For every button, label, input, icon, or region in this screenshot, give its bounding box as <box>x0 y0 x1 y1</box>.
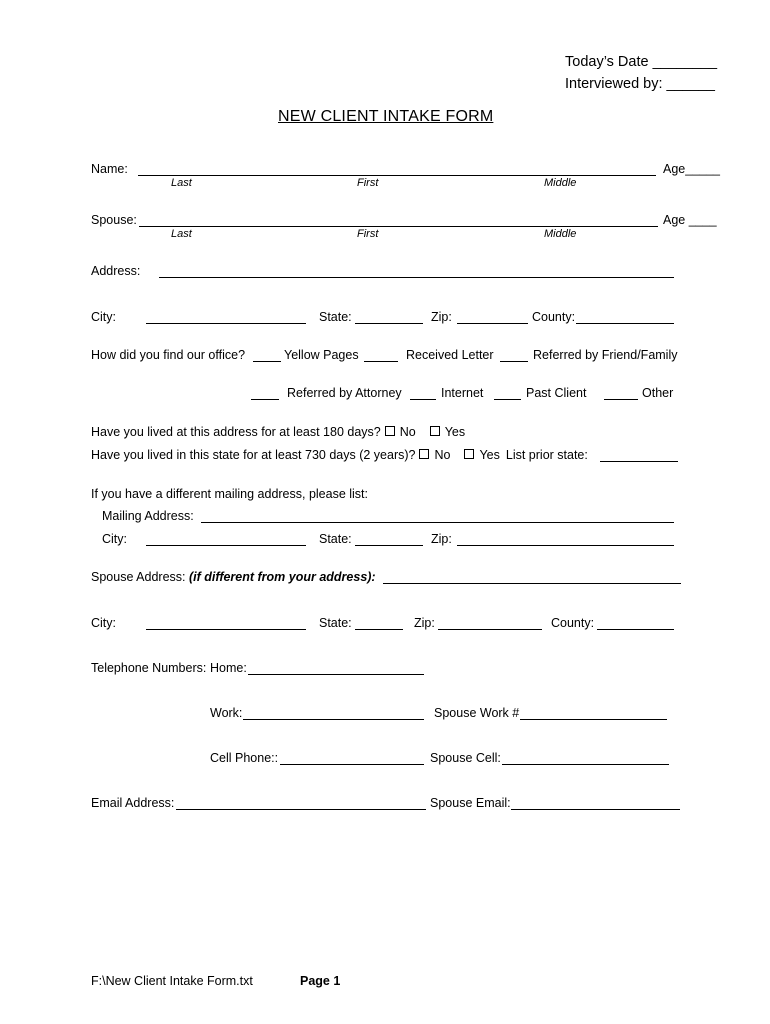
cell-phone-label: Cell Phone:: <box>210 751 279 765</box>
no-checkbox[interactable] <box>419 449 429 459</box>
state-field[interactable] <box>355 323 423 324</box>
mailing-zip-field[interactable] <box>457 545 674 546</box>
spouse-address-label <box>91 570 376 584</box>
find-office-question: How did you find our office? <box>91 348 246 362</box>
name-field[interactable] <box>138 175 656 176</box>
spouse-label: Spouse: <box>91 213 137 227</box>
spouse-cell-field[interactable] <box>502 764 669 765</box>
telephone-label: Telephone Numbers: <box>91 661 207 675</box>
spouse-work-label: Spouse Work # <box>434 706 520 720</box>
prior-state-label: List prior state: <box>505 448 588 462</box>
spouse-last-caption: Last <box>171 228 192 240</box>
spouse-email-label: Spouse Email: <box>430 796 511 810</box>
yes-label: Yes <box>444 425 466 439</box>
mailing-zip-label: Zip: <box>431 532 452 546</box>
page-number: Page 1 <box>300 974 341 988</box>
cell-phone-field[interactable] <box>280 764 424 765</box>
spouse-address-field[interactable] <box>383 583 681 584</box>
no-label: No <box>399 425 416 439</box>
spouse-city-field[interactable] <box>146 629 306 630</box>
email-label: Email Address: <box>91 796 175 810</box>
spouse-address-label-text: Spouse Address: <box>91 570 186 584</box>
spouse-first-caption: First <box>357 228 379 240</box>
address-label: Address: <box>91 264 141 278</box>
residency-question-180-text: Have you lived at this address for at least 180 days? <box>91 425 381 439</box>
work-phone-field[interactable] <box>243 719 424 720</box>
name-label: Name: <box>91 162 128 176</box>
work-phone-label: Work: <box>210 706 243 720</box>
county-field[interactable] <box>576 323 674 324</box>
internet-blank[interactable] <box>410 399 436 400</box>
mailing-state-label: State: <box>319 532 352 546</box>
residency-question-730-text: Have you lived in this state for at least 730 days (2 years)? <box>91 448 416 462</box>
referred-attorney-option: Referred by Attorney <box>287 386 402 400</box>
yes-label: Yes <box>479 448 500 462</box>
spouse-county-field[interactable] <box>597 629 674 630</box>
spouse-work-field[interactable] <box>520 719 667 720</box>
zip-label: Zip: <box>431 310 452 324</box>
email-field[interactable] <box>176 809 426 810</box>
mailing-city-field[interactable] <box>146 545 306 546</box>
received-letter-blank[interactable] <box>364 361 398 362</box>
mailing-intro: If you have a different mailing address, please list: <box>91 487 369 501</box>
spouse-cell-label: Spouse Cell: <box>430 751 501 765</box>
home-phone-label: Home: <box>210 661 247 675</box>
past-client-option: Past Client <box>526 386 587 400</box>
county-label: County: <box>532 310 576 324</box>
yellow-pages-blank[interactable] <box>253 361 281 362</box>
other-option: Other <box>642 386 674 400</box>
state-label: State: <box>319 310 352 324</box>
mailing-city-label: City: <box>102 532 127 546</box>
prior-state-field[interactable] <box>600 461 678 462</box>
mailing-state-field[interactable] <box>355 545 423 546</box>
name-middle-caption: Middle <box>544 177 577 189</box>
spouse-middle-caption: Middle <box>544 228 577 240</box>
zip-field[interactable] <box>457 323 528 324</box>
name-first-caption: First <box>357 177 379 189</box>
referred-friend-blank[interactable] <box>500 361 528 362</box>
spouse-zip-label: Zip: <box>414 616 435 630</box>
spouse-zip-field[interactable] <box>438 629 542 630</box>
yes-checkbox[interactable] <box>430 426 440 436</box>
spouse-field[interactable] <box>139 226 658 227</box>
no-checkbox[interactable] <box>385 426 395 436</box>
spouse-state-field[interactable] <box>355 629 403 630</box>
spouse-county-label: County: <box>551 616 595 630</box>
referred-attorney-blank[interactable] <box>251 399 279 400</box>
received-letter-option: Received Letter <box>406 348 494 362</box>
internet-option: Internet <box>441 386 484 400</box>
no-label: No <box>434 448 451 462</box>
spouse-age-field[interactable]: Age ____ <box>663 213 717 227</box>
city-field[interactable] <box>146 323 306 324</box>
referred-friend-option: Referred by Friend/Family <box>533 348 678 362</box>
todays-date-field[interactable]: Today’s Date ________ <box>565 54 718 70</box>
residency-question-180 <box>91 425 465 439</box>
other-blank[interactable] <box>604 399 638 400</box>
form-title: NEW CLIENT INTAKE FORM <box>278 108 494 125</box>
yellow-pages-option: Yellow Pages <box>284 348 359 362</box>
address-field[interactable] <box>159 277 674 278</box>
home-phone-field[interactable] <box>248 674 424 675</box>
city-label: City: <box>91 310 116 324</box>
spouse-address-note: (if different from your address): <box>189 570 376 584</box>
residency-question-730 <box>91 448 588 462</box>
past-client-blank[interactable] <box>494 399 521 400</box>
spouse-city-label: City: <box>91 616 116 630</box>
name-last-caption: Last <box>171 177 192 189</box>
footer-file-path: F:\New Client Intake Form.txt <box>91 974 253 988</box>
yes-checkbox[interactable] <box>464 449 474 459</box>
mailing-address-field[interactable] <box>201 522 674 523</box>
mailing-address-label: Mailing Address: <box>102 509 194 523</box>
interviewed-by-field[interactable]: Interviewed by: ______ <box>565 76 715 92</box>
name-age-field[interactable]: Age_____ <box>663 162 721 176</box>
spouse-email-field[interactable] <box>511 809 680 810</box>
spouse-state-label: State: <box>319 616 352 630</box>
